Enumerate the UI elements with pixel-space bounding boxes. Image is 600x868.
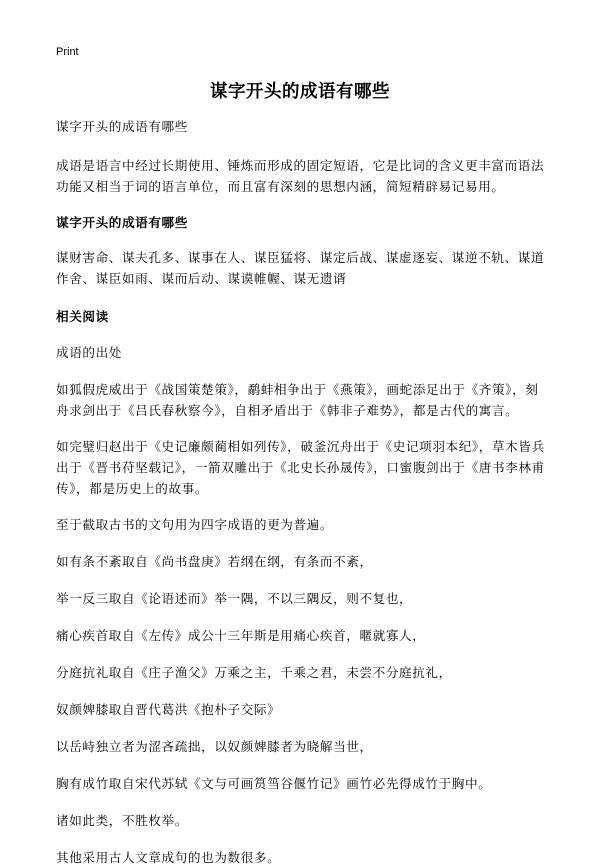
paragraph-summary: 诸如此类，不胜枚举。 [56,813,188,828]
paragraph-closing: 其他采用古人文章成句的也为数很多。 [56,850,281,865]
page-title: 谋字开头的成语有哪些 [210,82,390,102]
paragraph-example-5: 奴颜婢膝取自晋代葛洪《抱朴子交际》 [56,702,281,717]
related-subheading: 成语的出处 [56,345,122,360]
paragraph-history: 如完璧归赵出于《史记廉颇蔺相如列传》，破釜沉舟出于《史记项羽本纪》，草木皆兵出于《晋书苻坚载记》，一箭双雕出于《北史长孙晟传》，口蜜腹剑出于《唐书李林甫传》，都是历史上的故事。 [56,439,545,496]
paragraph-example-2: 举一反三取自《论语述而》举一隅，不以三隅反，则不复也， [56,591,413,606]
print-link[interactable]: Print [56,46,79,58]
idiom-list-paragraph: 谋财害命、谋夫孔多、谋事在人、谋臣猛将、谋定后战、谋虚逐妄、谋逆不轨、谋道作舍、谋臣如雨、谋而后动、谋谟帷幄、谋无遗谞 [56,250,545,286]
section-heading-related: 相关阅读 [56,309,109,324]
article-subtitle: 谋字开头的成语有哪些 [56,119,188,134]
paragraph-example-6: 以岳峙独立者为涩吝疏拙，以奴颜婢膝者为晓解当世， [56,739,373,754]
intro-paragraph: 成语是语言中经过长期使用、锤炼而形成的固定短语，它是比词的含义更丰富而语法功能又相当于词的语言单位，而且富有深刻的思想内涵，简短精辟易记易用。 [56,158,545,194]
section-heading-idioms: 谋字开头的成语有哪些 [56,215,188,230]
paragraph-example-7: 胸有成竹取自宋代苏轼《文与可画筼筜谷偃竹记》画竹必先得成竹于胸中。 [56,776,492,791]
paragraph-fables: 如狐假虎威出于《战国策楚策》，鹬蚌相争出于《燕策》，画蛇添足出于《齐策》，刻舟求剑出于《吕氏春秋察今》，自相矛盾出于《韩非子难势》，都是古代的寓言。 [56,382,539,418]
paragraph-example-3: 痛心疾首取自《左传》成公十三年斯是用痛心疾首，暱就寡人， [56,628,426,643]
paragraph-example-1: 如有条不紊取自《尚书盘庚》若纲在纲，有条而不紊， [56,554,373,569]
article-body [56,116,548,868]
paragraph-example-4: 分庭抗礼取自《庄子渔父》万乘之主，千乘之君，未尝不分庭抗礼， [56,665,452,680]
paragraph-ancient-texts: 至于截取古书的文句用为四字成语的更为普遍。 [56,517,334,532]
